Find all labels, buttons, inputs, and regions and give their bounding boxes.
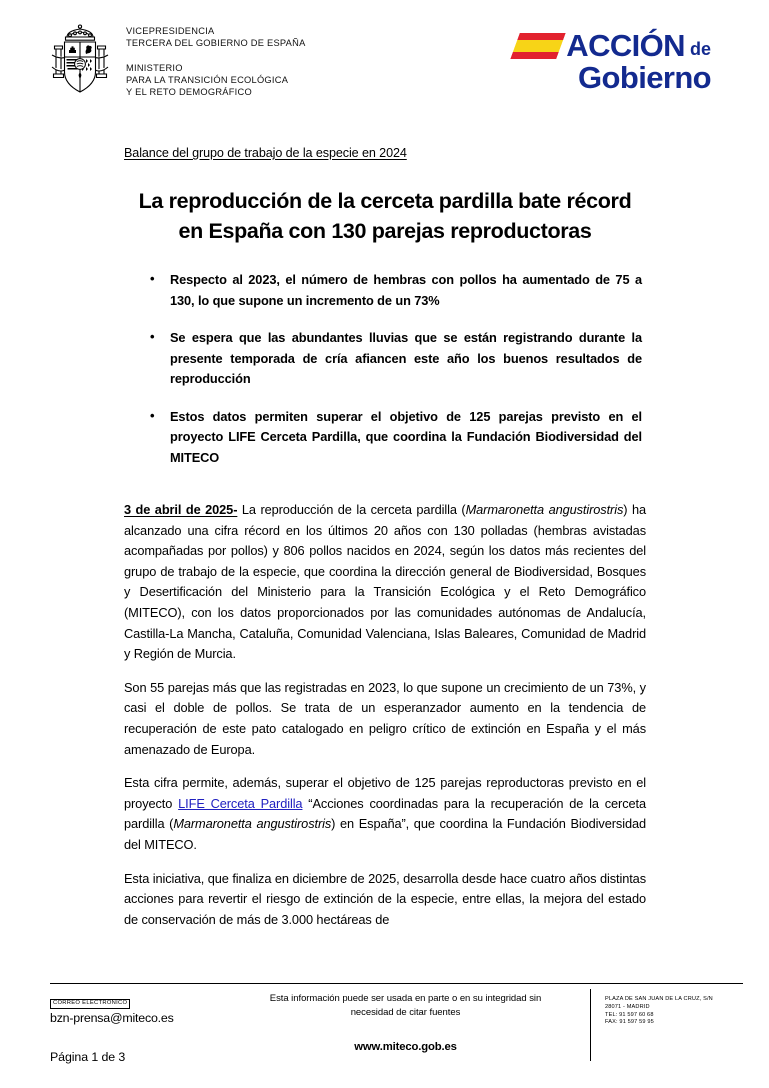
ministerio-line-1: MINISTERIO [126, 62, 183, 73]
page-number: Página 1 de 3 [50, 1049, 126, 1064]
paragraph-three-part1: Esta cifra permite, además, superar el objetivo de 125 parejas reproductoras previsto en el proyecto [124, 775, 646, 811]
press-email[interactable]: bzn-prensa@miteco.es [50, 1010, 174, 1025]
paragraph-lead-part1: La reproducción de la cerceta pardilla ( [237, 502, 466, 517]
logo-top-row [515, 30, 711, 61]
logo-word-accion: ACCIÓN [566, 28, 685, 63]
footer-contact-block [50, 991, 230, 1064]
paragraph-lead-part2: ) ha alcanzado una cifra récord en los últimos 20 años con 130 polladas (hembras avistadas acompañadas por pollos) y 806 pollos nacidos en 2024, según los datos más recientes del grupo de trabajo de la especie, que coordina la dirección general de Biodiversidad, Bosques y Desertificación del Ministerio para la Transición Ecológica y el Reto Demográfico (MITECO), con los datos proporcionados por las comunidades autónomas de Andalucía, Castilla-La Mancha, Cataluña, Comunidad Valenciana, Islas Baleares, Comunidad de Madrid y Región de Murcia. [124, 502, 646, 662]
usage-note: Esta información puede ser usada en parte o en su integridad sin necesidad de citar fuentes [269, 993, 542, 1018]
list-item: • Estos datos permiten superar el objetivo de 125 parejas previsto en el proyecto LIFE Cerceta Pardilla, que coordina la Fundación Biodiversidad del MITECO [170, 407, 642, 469]
ministerio-line-2: PARA LA TRANSICIÓN ECOLÓGICA [126, 74, 289, 85]
header-ministry-branding [50, 22, 306, 100]
press-release-body [124, 146, 646, 930]
list-item: • Se espera que las abundantes lluvias que se están registrando durante la presente temporada de cría afiancen este año los buenos resultados de reproducción [170, 328, 642, 390]
dateline: 3 de abril de 2025- [124, 502, 238, 517]
footer-columns [50, 984, 743, 1064]
accion-de-gobierno-logo [515, 30, 711, 93]
footer-address-block [591, 991, 743, 1027]
paragraph-four: Esta iniciativa, que finaliza en diciembre de 2025, desarrolla desde hace cuatro años distintas acciones para revertir el riesgo de extinción de la especie, entre ellas, la mejora del estado de conservación de más de 3.000 hectáreas de [124, 870, 646, 927]
document-footer [50, 983, 743, 1063]
species-name-italic: Marmaronetta angustirostris [465, 502, 624, 517]
document-header [0, 22, 769, 118]
key-points-list [124, 270, 646, 468]
paragraph-three-part2: “Acciones coordinadas para la recuperación de la cerceta pardilla ( [124, 795, 646, 832]
ministry-name-block [126, 22, 306, 98]
address-line-4: FAX: 91 597 59 95 [605, 1019, 654, 1026]
address-line-1: PLAZA DE SAN JUAN DE LA CRUZ, S/N [605, 996, 713, 1002]
spain-coat-of-arms-icon [50, 22, 110, 100]
paragraph-two: Son 55 parejas más que las registradas en 2023, lo que supone un crecimiento de un 73%, y casi el doble de pollos. Se trata de un esperanzador aumento en la tendencia de recuperación de este pato catalogado en peligro crítico de extinción en España y el más amenazado de Europa. [124, 679, 646, 757]
list-item: • Respecto al 2023, el número de hembras con pollos ha aumentado de 75 a 130, lo que supone un incremento de un 73% [170, 270, 642, 311]
paragraph-three [124, 773, 646, 855]
address-line-2: 28071 - MADRID [605, 1003, 650, 1010]
logo-word-de: de [689, 39, 711, 59]
ministerio-line-3: Y EL RETO DEMOGRÁFICO [126, 87, 252, 98]
species-name-italic: Marmaronetta angustirostris [173, 816, 332, 832]
website-url[interactable]: www.miteco.gob.es [354, 1041, 457, 1053]
kicker-subtitle: Balance del grupo de trabajo de la especie en 2024 [124, 146, 407, 160]
address-line-3: TEL: 91 597 60 68 [605, 1011, 654, 1018]
page-title: La reproducción de la cerceta pardilla bate récord en España con 130 parejas reproductoras [138, 189, 632, 243]
paragraph-three-part3: ) en España”, que coordina la Fundación Biodiversidad del MITECO. [124, 816, 646, 852]
logo-word-gobierno: Gobierno [578, 60, 711, 95]
vicepresidencia-line-2: TERCERA DEL GOBIERNO DE ESPAÑA [126, 38, 306, 49]
vicepresidencia-line-1: VICEPRESIDENCIA [126, 26, 215, 36]
article-paragraphs [124, 500, 646, 930]
footer-center-block [230, 991, 591, 1053]
email-label: CORREO ELECTRÓNICO [50, 999, 130, 1009]
paragraph-lead [124, 500, 646, 665]
life-cerceta-pardilla-link[interactable]: LIFE Cerceta Pardilla [178, 795, 303, 811]
footer-vertical-divider [590, 989, 591, 1061]
spain-flag-stripes-icon [511, 33, 566, 59]
